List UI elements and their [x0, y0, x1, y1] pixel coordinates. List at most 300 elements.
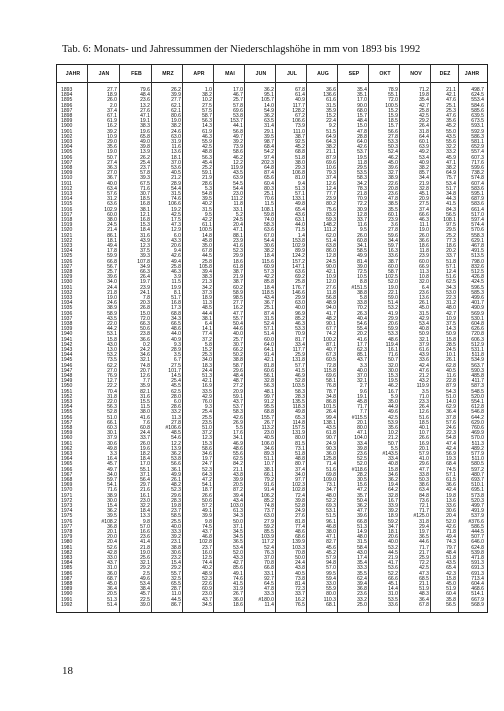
value-cell: 56.6	[388, 128, 398, 135]
value-cell: 424.5	[471, 279, 484, 286]
year-cell: 1922	[61, 237, 73, 244]
value-cell: 49.8	[295, 409, 305, 416]
value-cell: 67.2	[295, 113, 305, 119]
value-cell: 128.2	[292, 107, 305, 114]
value-cell: 583.6	[471, 185, 484, 192]
value-cell: 36.4	[419, 596, 429, 603]
value-cell: 157.2	[292, 258, 305, 265]
value-cell: 81.8	[264, 362, 274, 369]
value-cell: 50.7	[107, 154, 117, 161]
value-cell: 80.2	[326, 201, 336, 208]
value-cell: 51.7	[171, 295, 181, 301]
year-cell: 1967	[61, 471, 73, 478]
value-cell: 52.4	[388, 149, 398, 156]
value-cell: 47.1	[446, 159, 456, 166]
value-cell: 42.1	[202, 378, 212, 385]
value-cell: 106.2	[261, 492, 274, 499]
value-cell: 39.8	[140, 144, 150, 151]
value-cell: 51.8	[446, 555, 456, 561]
table-header-row	[57, 65, 487, 83]
value-cell: 63.8	[326, 243, 336, 249]
value-cell: 16.4	[107, 456, 117, 463]
value-cell: 39.3	[140, 175, 150, 182]
value-cell: 30.6	[171, 549, 181, 556]
value-cell: 43.0	[107, 341, 117, 348]
year-cell: 1952	[61, 393, 73, 400]
value-cell: 644.2	[471, 414, 484, 421]
value-cell: 38.9	[107, 492, 117, 499]
value-cell: 29.9	[295, 295, 305, 301]
value-cell: 36.7	[264, 300, 274, 307]
value-cell: 40.9	[419, 159, 429, 166]
value-cell: 80.3	[264, 185, 274, 192]
value-cell: #115.5	[351, 414, 367, 421]
value-cell: 27.6	[326, 284, 336, 291]
year-cell: 1941	[61, 336, 73, 343]
value-cell: 546.8	[471, 409, 484, 416]
value-cell: 62.3	[357, 347, 367, 353]
value-cell: 30.7	[140, 191, 150, 197]
value-cell: 20.4	[446, 513, 456, 520]
value-cell: 32.7	[388, 170, 398, 177]
value-cell: 596.5	[471, 284, 484, 291]
value-cell: 101.7	[168, 367, 181, 374]
value-cell: 73.9	[295, 123, 305, 130]
value-cell: 48.2	[326, 315, 336, 322]
value-cell: 66.8	[107, 258, 117, 265]
value-cell: 18.4	[264, 284, 274, 291]
year-cell: 1991	[61, 596, 73, 603]
value-cell: 33.2	[446, 149, 456, 156]
value-cell: 27.4	[107, 159, 117, 166]
year-cell: 1917	[61, 211, 73, 218]
value-cell: 21.4	[107, 227, 117, 234]
value-cell: 39.4	[202, 269, 212, 275]
value-cell: 19.7	[202, 456, 212, 463]
value-cell: 27.0	[107, 367, 117, 374]
value-cell: 39.2	[388, 508, 398, 515]
value-cell: 29.2	[140, 565, 150, 572]
value-cell: 37.0	[357, 373, 367, 379]
value-cell: 553.4	[471, 97, 484, 104]
value-cell: 119.4	[385, 341, 398, 348]
value-cell: 37.4	[326, 175, 336, 182]
value-cell: 23.9	[326, 196, 336, 203]
value-cell: 153.8	[292, 237, 305, 244]
year-cell: 1988	[61, 581, 73, 587]
value-cell: 33.8	[419, 471, 429, 478]
value-cell: 35.0	[202, 243, 212, 249]
value-cell: 32.8	[264, 378, 274, 385]
year-cell: 1959	[61, 430, 73, 437]
value-cell: 67.7	[326, 326, 336, 333]
value-cell: 115.6	[261, 258, 274, 265]
value-cell: 46.7	[233, 92, 243, 99]
value-cell: 35.9	[326, 107, 336, 114]
value-cell: 90.1	[326, 321, 336, 327]
value-cell: 48.4	[233, 373, 243, 379]
value-cell: 35.6	[446, 118, 456, 125]
value-cell: 31.5	[326, 102, 336, 109]
value-cell: 63.0	[264, 513, 274, 520]
value-cell: 58.7	[202, 113, 212, 119]
value-cell: 114.8	[292, 419, 305, 426]
value-cell: 19.1	[357, 393, 367, 400]
value-cell: 91.6	[264, 482, 274, 489]
value-cell: 10.9	[326, 274, 336, 281]
year-cell: 1943	[61, 347, 73, 353]
value-cell: 85.5	[264, 529, 274, 535]
value-cell: 607.3	[471, 154, 484, 161]
value-cell: 47.7	[233, 310, 243, 317]
value-cell: 26.7	[264, 419, 274, 426]
value-cell: 12.5	[202, 555, 212, 561]
value-cell: 17.5	[171, 217, 181, 223]
value-cell: 30.6	[264, 243, 274, 249]
value-cell: 13.6	[446, 497, 456, 504]
value-cell: 43.7	[202, 596, 212, 603]
value-cell: 40.2	[202, 201, 212, 208]
value-cell: 72.5	[357, 269, 367, 275]
value-cell: 36.2	[357, 503, 367, 509]
year-cell: 1921	[61, 232, 73, 239]
value-cell: 19.7	[419, 529, 429, 535]
value-cell: 624.8	[471, 544, 484, 551]
value-cell: 38.3	[202, 274, 212, 281]
value-cell: 105.7	[261, 97, 274, 104]
value-cell: 3.3	[359, 362, 367, 369]
value-cell: 113.2	[261, 425, 274, 431]
value-cell: 517.0	[471, 211, 484, 218]
value-cell: 84.3	[446, 206, 456, 213]
value-cell: 40.0	[107, 180, 117, 187]
value-cell: 573.8	[471, 492, 484, 499]
value-cell: 43.4	[233, 497, 243, 504]
value-cell: 53.1	[107, 331, 117, 338]
value-cell: 31.0	[107, 565, 117, 572]
value-cell: 51.5	[326, 513, 336, 520]
value-cell: 81.5	[295, 440, 305, 447]
value-cell: 15.4	[171, 560, 181, 567]
value-cell: 20.3	[140, 300, 150, 307]
value-cell: 74.0	[264, 217, 274, 223]
value-cell: 63.6	[295, 269, 305, 275]
value-cell: 103.0	[230, 503, 243, 509]
value-cell: 45.1	[388, 581, 398, 587]
value-cell: 52.4	[264, 321, 274, 327]
value-cell: 27.2	[233, 383, 243, 390]
value-cell: 26.3	[357, 310, 367, 317]
value-cell: 27.7	[107, 87, 117, 93]
value-cell: 59.9	[388, 326, 398, 333]
value-cell: 74.8	[264, 503, 274, 509]
table-row	[57, 603, 487, 608]
value-cell: 55.0	[446, 128, 456, 135]
value-cell: 89.9	[295, 248, 305, 255]
value-cell: 49.4	[107, 243, 117, 249]
value-cell: 31.8	[419, 128, 429, 135]
value-cell: 32.5	[171, 575, 181, 582]
value-cell: 7.7	[359, 409, 367, 416]
value-cell: 100.5	[385, 102, 398, 109]
value-cell: 24.9	[326, 440, 336, 447]
value-cell: 67.8	[419, 601, 429, 608]
value-cell: 18.6	[233, 258, 243, 265]
value-cell: 61.9	[107, 118, 117, 125]
value-cell: 25.5	[202, 414, 212, 421]
value-cell: 40.0	[233, 331, 243, 338]
value-cell: 48.5	[202, 305, 212, 312]
value-cell: 16.2	[295, 596, 305, 603]
value-cell: 53.0	[446, 289, 456, 296]
value-cell: 604.4	[471, 581, 484, 587]
year-cell: 1905	[61, 149, 73, 156]
value-cell: 27.8	[388, 133, 398, 140]
value-cell: 176.7	[292, 284, 305, 291]
value-cell: 16.7	[388, 497, 398, 504]
value-cell: 49.7	[107, 466, 117, 473]
value-cell: 591.3	[471, 560, 484, 567]
value-cell: 39.0	[140, 601, 150, 608]
value-cell: 71.5	[295, 227, 305, 234]
value-cell: 18.1	[171, 154, 181, 161]
value-cell: 43.7	[357, 357, 367, 364]
year-cell: 1948	[61, 373, 73, 379]
value-cell: 51.0	[446, 393, 456, 400]
value-cell: 68.0	[357, 107, 367, 114]
value-cell: 63.4	[419, 487, 429, 494]
value-cell: 583.6	[471, 201, 484, 208]
value-cell: 63.6	[264, 227, 274, 234]
value-cell: 9.4	[297, 180, 305, 187]
value-cell: 56.3	[202, 118, 212, 125]
value-cell: 62.9	[446, 404, 456, 411]
value-cell: 47.1	[233, 227, 243, 234]
value-cell: 49.7	[233, 133, 243, 140]
value-cell: 57.0	[140, 523, 150, 530]
value-cell: 53.2	[388, 544, 398, 551]
value-cell: 71.8	[446, 529, 456, 535]
value-cell: 57.9	[326, 555, 336, 561]
value-cell: 66.6	[388, 575, 398, 582]
value-cell: 6.0	[173, 399, 181, 405]
value-cell: 47.6	[419, 367, 429, 374]
value-cell: 79.7	[446, 544, 456, 551]
value-cell: 25.4	[171, 378, 181, 385]
value-cell: 40.5	[171, 170, 181, 177]
value-cell: 24.4	[140, 430, 150, 437]
value-cell: 23.5	[202, 419, 212, 426]
value-cell: 74.5	[446, 466, 456, 473]
value-cell: 60.0	[264, 336, 274, 343]
value-cell: 28.3	[295, 393, 305, 400]
value-cell: 16.9	[202, 383, 212, 390]
value-cell: 78.7	[326, 388, 336, 395]
value-cell: 52.2	[326, 497, 336, 504]
value-cell: 38.0	[326, 529, 336, 535]
value-cell: 38.0	[107, 217, 117, 223]
value-cell: 125.8	[323, 456, 336, 463]
value-cell: 98.5	[233, 295, 243, 301]
value-cell: 13.9	[140, 149, 150, 156]
value-cell: 42.4	[446, 445, 456, 452]
value-cell: 25.4	[140, 159, 150, 166]
value-cell: 47.3	[171, 222, 181, 229]
value-cell: 56.5	[446, 601, 456, 608]
value-cell: 43.8	[233, 471, 243, 478]
value-cell: 51.3	[357, 523, 367, 530]
value-cell: 760.6	[471, 425, 484, 431]
value-cell: 79.3	[326, 170, 336, 177]
value-cell: 26.8	[140, 305, 150, 312]
value-cell: 63.9	[233, 175, 243, 182]
value-cell: 593.1	[471, 123, 484, 130]
value-cell: 40.0	[171, 523, 181, 530]
value-cell: 520.0	[471, 393, 484, 400]
value-cell: 58.6	[233, 149, 243, 156]
value-cell: 798.0	[471, 258, 484, 265]
column-header: JUN	[255, 71, 267, 77]
value-cell: 51.3	[295, 185, 305, 192]
value-cell: 30.0	[107, 497, 117, 504]
value-cell: 38.1	[264, 466, 274, 473]
year-cell: 1947	[61, 367, 73, 374]
value-cell: 16.1	[140, 492, 150, 499]
value-cell: 80.6	[171, 113, 181, 119]
year-cell: 1907	[61, 159, 73, 166]
value-cell: 29.9	[388, 315, 398, 322]
value-cell: 37.0	[264, 555, 274, 561]
value-cell: 52.6	[107, 544, 117, 551]
value-cell: 26.7	[233, 591, 243, 598]
value-cell: 35.9	[140, 383, 150, 390]
value-cell: 19.7	[140, 279, 150, 286]
value-cell: 33.4	[295, 341, 305, 348]
value-cell: 40.2	[202, 565, 212, 572]
value-cell: 40.0	[357, 367, 367, 374]
value-cell: 102.8	[292, 487, 305, 494]
value-cell: 23.6	[140, 534, 150, 541]
value-cell: 51.7	[446, 185, 456, 192]
value-cell: 512.5	[471, 269, 484, 275]
value-cell: 10.8	[419, 274, 429, 281]
column-header: JUL	[286, 71, 298, 77]
value-cell: 61.9	[202, 128, 212, 135]
value-cell: 18.9	[202, 295, 212, 301]
value-cell: 36.2	[388, 477, 398, 483]
year-cell: 1912	[61, 185, 73, 192]
value-cell: 26.2	[140, 154, 150, 161]
year-cell: 1956	[61, 414, 73, 421]
value-cell: 25.8	[419, 107, 429, 114]
value-cell: 119.9	[230, 165, 243, 171]
value-cell: 36.4	[107, 586, 117, 593]
value-cell: 103.5	[292, 383, 305, 390]
value-cell: 444.5	[471, 529, 484, 535]
value-cell: 23.1	[171, 539, 181, 546]
value-cell: 20.1	[107, 529, 117, 535]
value-cell: 28.0	[171, 393, 181, 400]
value-cell: 81.7	[295, 336, 305, 343]
value-cell: 15.2	[388, 107, 398, 114]
value-cell: 58.6	[202, 445, 212, 452]
value-cell: 38.8	[171, 544, 181, 551]
column-header: FEB	[131, 71, 142, 77]
value-cell: 35.4	[419, 97, 429, 104]
value-cell: 153.7	[230, 118, 243, 125]
value-cell: 14.1	[202, 326, 212, 333]
value-cell: 57.1	[295, 191, 305, 197]
value-cell: 41.0	[419, 456, 429, 463]
value-cell: 57.8	[140, 170, 150, 177]
value-cell: 48.7	[233, 378, 243, 385]
value-cell: 46.3	[171, 269, 181, 275]
value-cell: 42.5	[419, 565, 429, 572]
value-cell: 48.2	[171, 482, 181, 489]
value-cell: 64.2	[388, 487, 398, 494]
column-header: DEZ	[439, 71, 451, 77]
value-cell: 35.8	[446, 596, 456, 603]
value-cell: 27.5	[171, 362, 181, 369]
value-cell: 28.7	[171, 586, 181, 593]
value-cell: 695.1	[471, 487, 484, 494]
value-cell: 28.3	[171, 497, 181, 504]
value-cell: 90.0	[326, 263, 336, 270]
value-cell: 14.8	[202, 232, 212, 239]
value-cell: 49.2	[419, 149, 429, 156]
value-cell: 20.6	[171, 243, 181, 249]
value-cell: 51.6	[446, 274, 456, 281]
value-cell: 50.7	[388, 440, 398, 447]
value-cell: 14.4	[388, 586, 398, 593]
value-cell: 43.9	[419, 352, 429, 359]
value-cell: 60.8	[357, 237, 367, 244]
value-cell: 65.8	[140, 133, 150, 140]
value-cell: 53.7	[233, 404, 243, 411]
value-cell: 64.0	[264, 341, 274, 348]
value-cell: 34.0	[295, 471, 305, 478]
value-cell: 18.4	[264, 253, 274, 260]
value-cell: 36.6	[326, 87, 336, 93]
precipitation-table	[56, 64, 488, 613]
value-cell: 36.7	[107, 175, 117, 182]
value-cell: 97.4	[264, 154, 274, 161]
value-cell: 29.1	[264, 128, 274, 135]
value-cell: 59.3	[326, 217, 336, 223]
value-cell: 530.1	[471, 315, 484, 322]
value-cell: 19.0	[388, 284, 398, 291]
value-cell: 8.8	[359, 279, 367, 286]
value-cell: 64.3	[202, 471, 212, 478]
value-cell: 73.6	[419, 497, 429, 504]
value-cell: 80.7	[295, 461, 305, 468]
value-cell: 45.8	[202, 237, 212, 244]
value-cell: 36.5	[233, 539, 243, 546]
year-cell: 1938	[61, 321, 73, 327]
value-cell: 36.2	[171, 451, 181, 457]
year-cell: 1955	[61, 409, 73, 416]
value-cell: 23.6	[140, 97, 150, 104]
value-cell: 42.5	[388, 414, 398, 421]
value-cell: 40.7	[326, 347, 336, 353]
value-cell: 81.8	[295, 518, 305, 525]
value-cell: 85.2	[295, 315, 305, 322]
value-cell: 38.2	[446, 165, 456, 171]
value-cell: 80.0	[326, 591, 336, 598]
value-cell: 43.5	[326, 425, 336, 431]
value-cell: 18.6	[419, 243, 429, 249]
value-cell: 91.4	[264, 487, 274, 494]
